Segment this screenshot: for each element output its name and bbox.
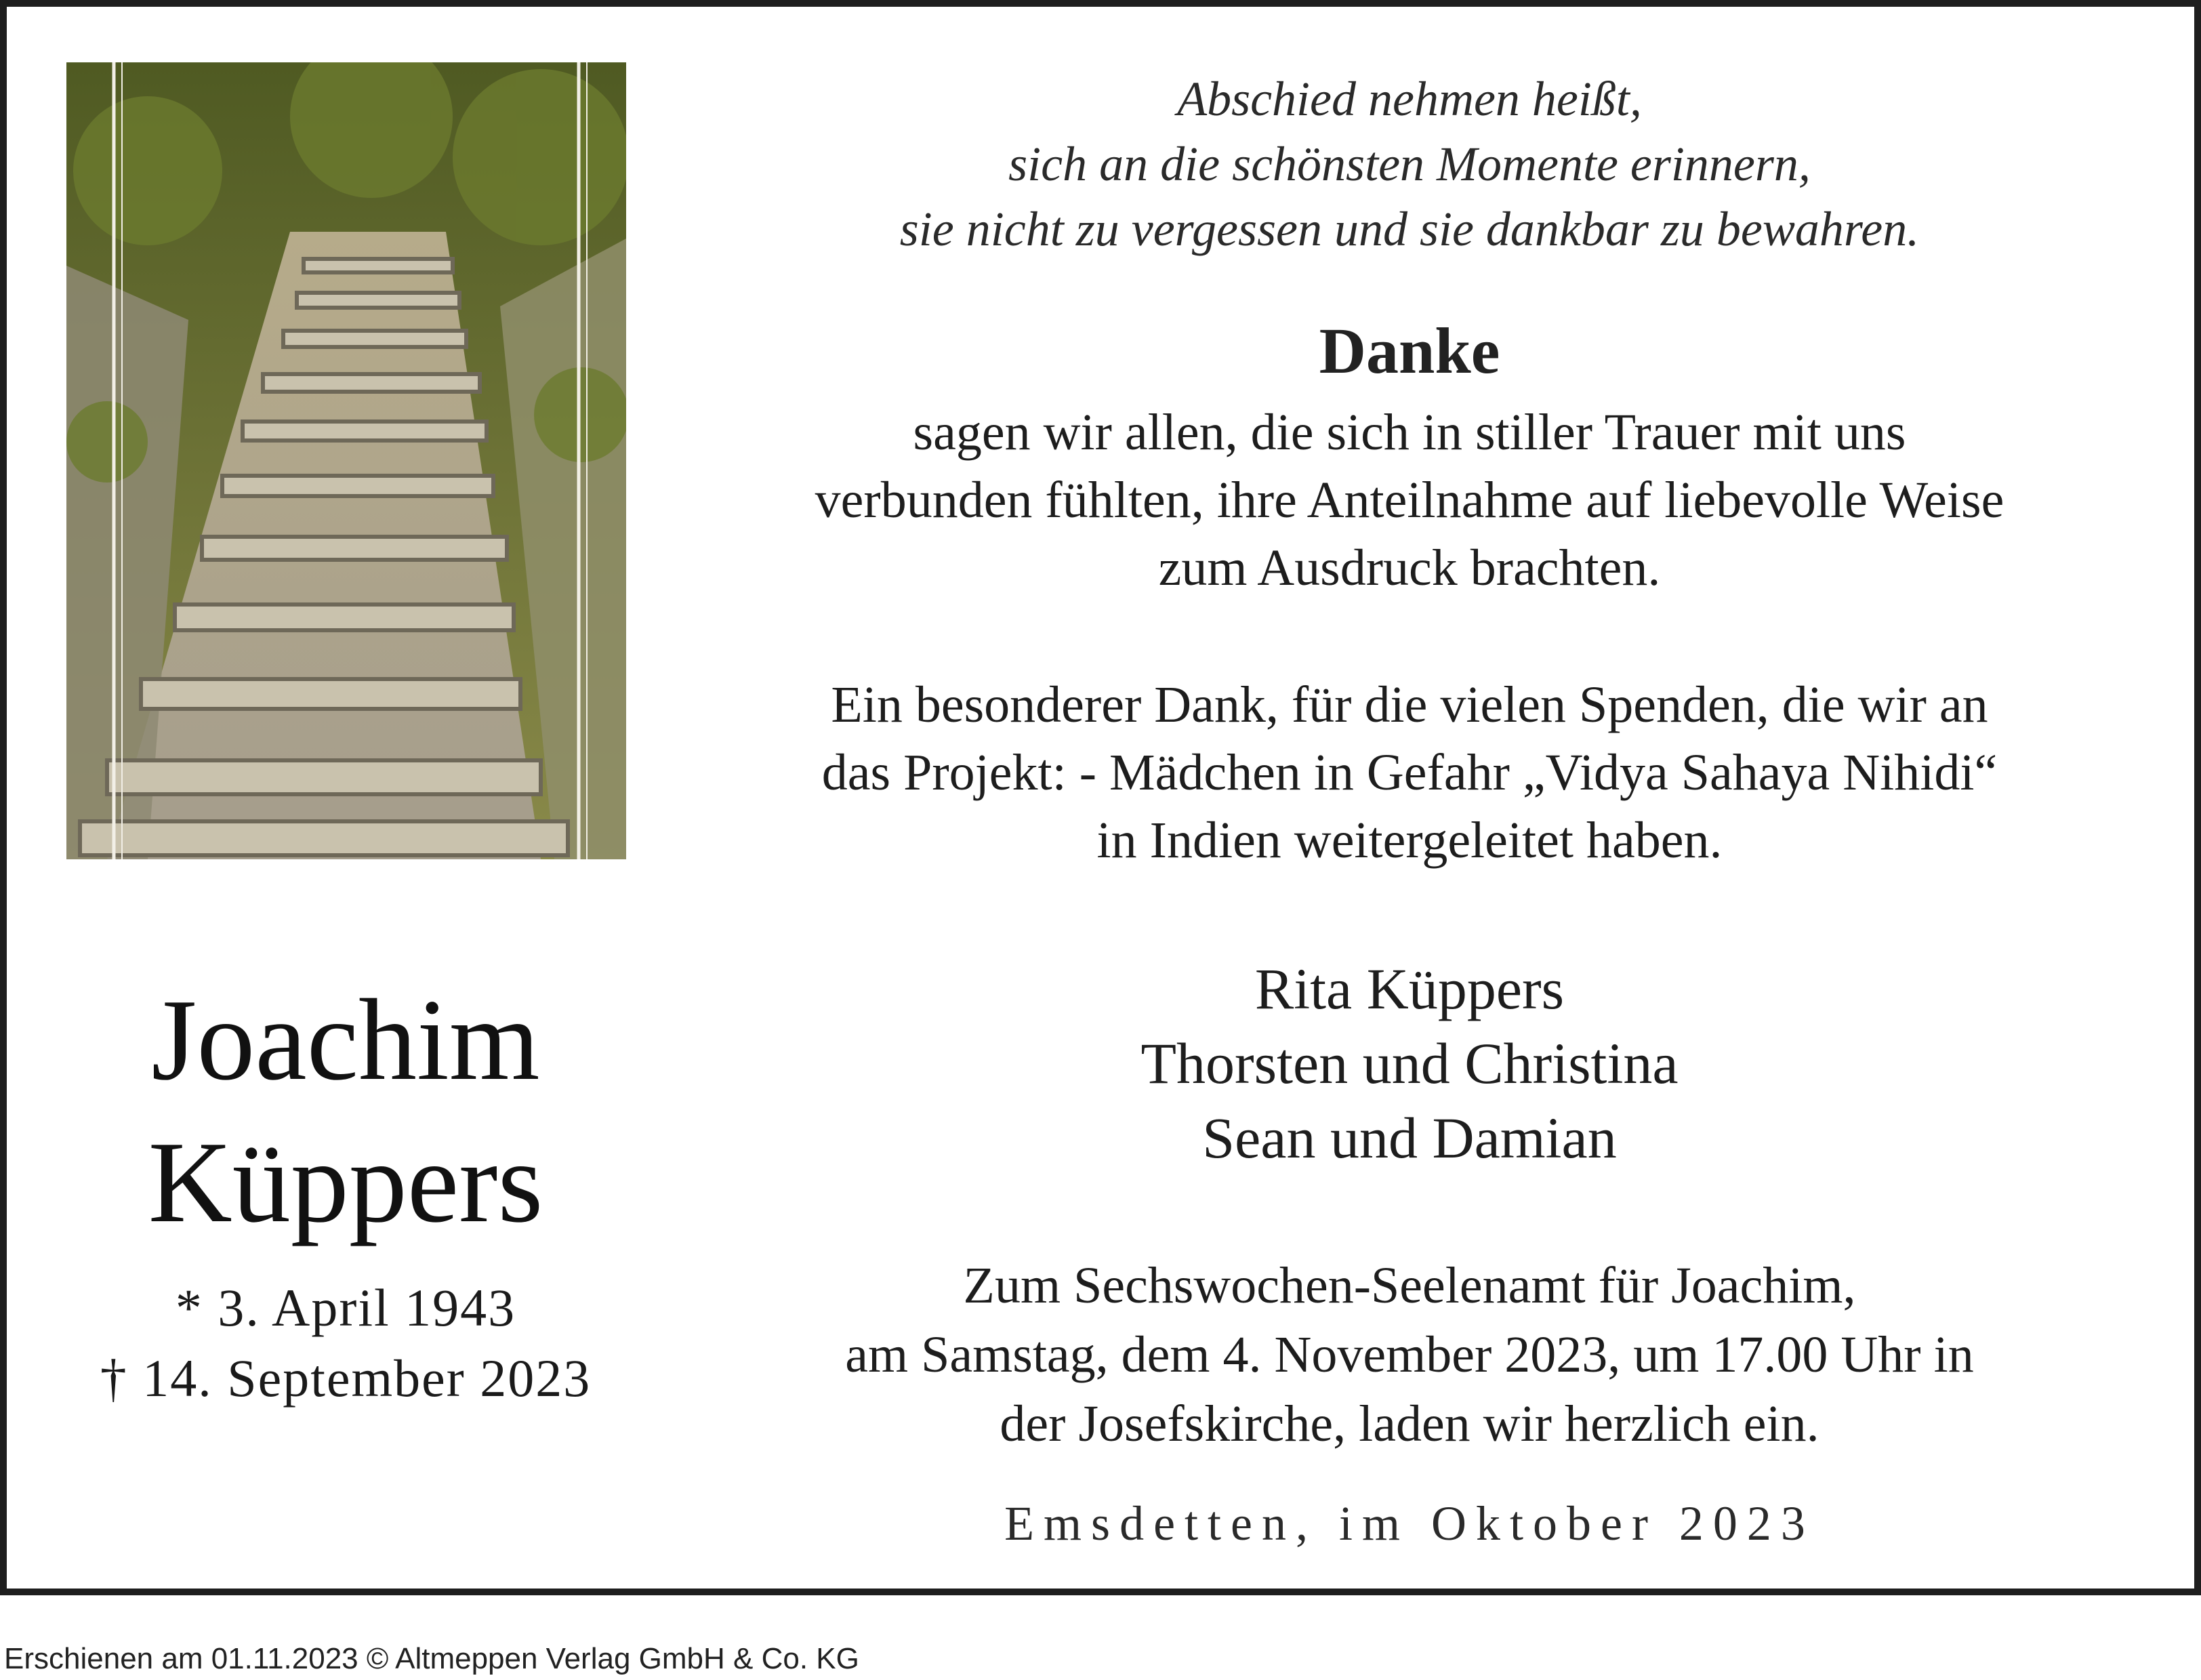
first-name: Joachim: [151, 976, 540, 1105]
donations-line: das Projekt: - Mädchen in Gefahr „Vidya Sahaya Nihidi“: [821, 744, 1998, 801]
quote-line: Abschied nehmen heißt,: [1177, 72, 1642, 126]
thanks-line: zum Ausdruck brachten.: [1158, 539, 1661, 596]
danke-heading: Danke: [1319, 314, 1500, 387]
thanks-paragraph: [657, 398, 2162, 602]
service-line: Zum Sechswochen-Seelenamt für Joachim,: [963, 1257, 1856, 1314]
quote-line: sie nicht zu vergessen und sie dankbar zu bewahren.: [899, 202, 1920, 256]
thanks-line: sagen wir allen, die sich in stiller Trauer mit uns: [913, 404, 1906, 461]
family-names: [657, 951, 2162, 1175]
stairs-illustration: [66, 62, 626, 859]
memorial-service-notice: [657, 1251, 2162, 1458]
thanks-line: verbunden fühlten, ihre Anteilnahme auf liebevolle Weise: [815, 472, 2004, 529]
deceased-name: [34, 969, 657, 1254]
stone-stairs-photo: [66, 62, 626, 859]
donations-line: in Indien weitergeleitet haben.: [1096, 812, 1723, 869]
publication-credit: Erschienen am 01.11.2023 © Altmeppen Verlag GmbH & Co. KG: [4, 1642, 859, 1675]
death-date: † 14. September 2023: [100, 1349, 592, 1408]
donations-line: Ein besonderer Dank, für die vielen Spenden, die wir an: [831, 676, 1988, 733]
family-line: Thorsten und Christina: [1140, 1031, 1679, 1096]
quote-line: sich an die schönsten Momente erinnern,: [1008, 137, 1811, 191]
last-name: Küppers: [148, 1118, 543, 1247]
donations-paragraph: [657, 671, 2162, 874]
family-line: Sean und Damian: [1202, 1105, 1617, 1170]
place-and-date: Emsdetten, im Oktober 2023: [1004, 1496, 1815, 1551]
service-line: am Samstag, dem 4. November 2023, um 17.00 Uhr in: [845, 1326, 1974, 1383]
farewell-quote: [657, 66, 2162, 262]
birth-date: * 3. April 1943: [175, 1278, 516, 1337]
life-dates: [34, 1273, 657, 1414]
family-line: Rita Küppers: [1254, 956, 1565, 1021]
service-line: der Josefskirche, laden wir herzlich ein.: [1000, 1395, 1819, 1452]
